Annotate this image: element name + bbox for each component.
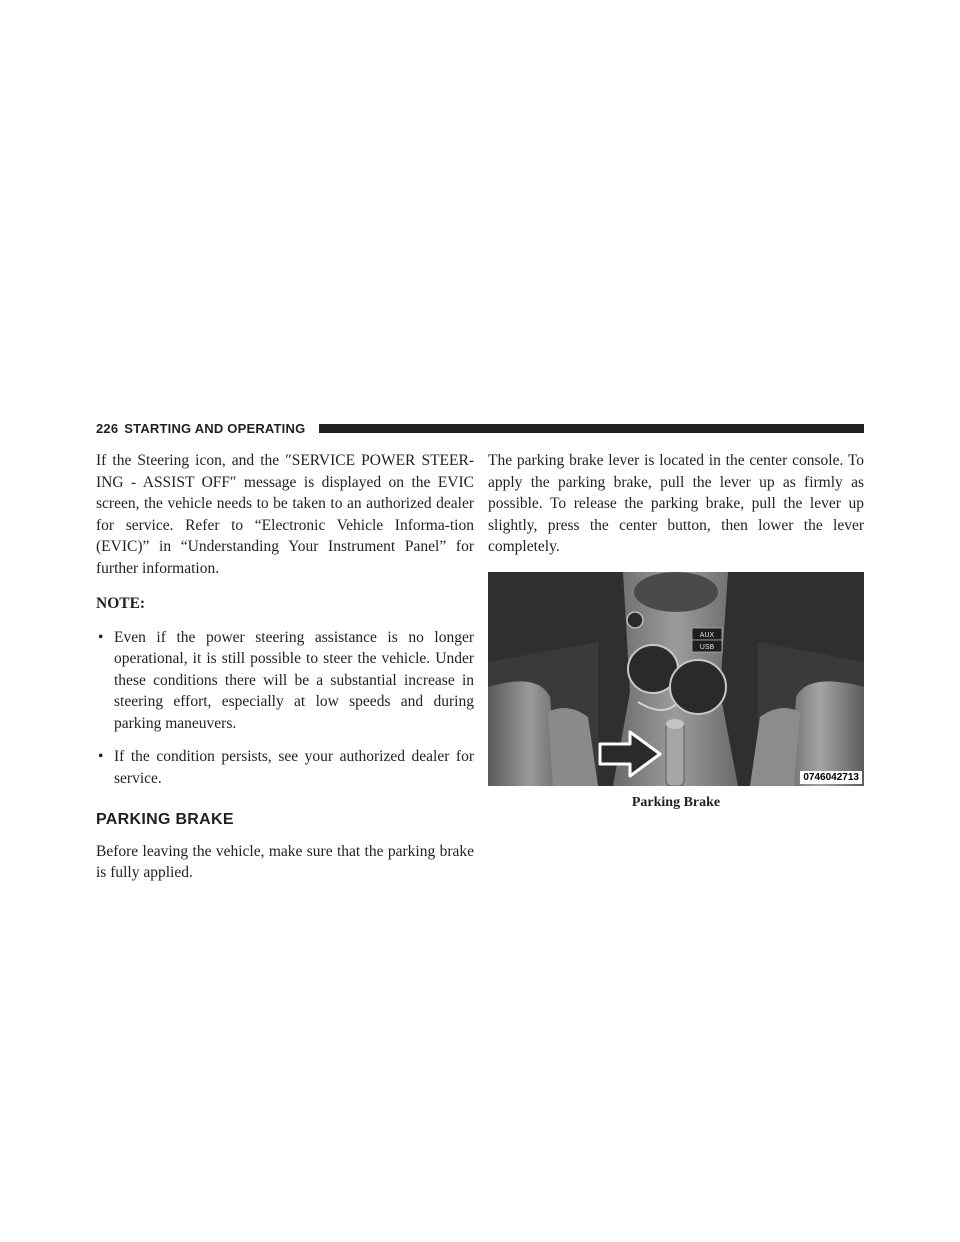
bullet-text: Even if the power steering assistance is no longer operational, it is still possible to steer the vehicle. Under these conditions there will be a substantial increase in steering effort, especially at low speeds and during parking maneuvers. — [114, 628, 474, 732]
bullet-glyph: • — [98, 628, 104, 646]
page-number: 226 — [96, 420, 119, 436]
figure-caption: Parking Brake — [631, 794, 721, 810]
figure-id: 0746042713 — [800, 771, 862, 784]
left-column — [96, 450, 474, 898]
note-bullet-list — [96, 627, 474, 790]
note-bullet-item — [96, 627, 474, 735]
header-rule — [319, 424, 864, 433]
right-column — [488, 450, 864, 813]
section-title: STARTING AND OPERATING — [124, 420, 306, 436]
usb-label: USB — [699, 643, 715, 651]
note-bullet-item — [96, 746, 474, 789]
console-illustration — [488, 572, 864, 786]
aux-label: AUX — [699, 631, 715, 639]
bullet-text: If the condition persists, see your authorized dealer for service. — [114, 748, 474, 787]
parking-brake-figure — [488, 572, 864, 786]
section-heading: PARKING BRAKE — [96, 811, 234, 828]
right-paragraph: The parking brake lever is located in the center console. To apply the parking brake, pull the lever up as firmly as possible. To release the parking brake, pull the lever up slightly, press the center button, then lower the lever completely. — [488, 452, 864, 555]
header-text — [96, 421, 319, 436]
note-label: NOTE: — [96, 595, 146, 612]
intro-paragraph: If the Steering icon, and the ″SERVICE POWER STEER-ING - ASSIST OFF″ message is displayed on the EVIC screen, the vehicle needs to be taken to an authorized dealer for service. Refer to “Electronic Vehicle Informa-tion (EVIC)” in “Understanding Your Instrument Panel” for further information. — [96, 452, 474, 577]
section-paragraph: Before leaving the vehicle, make sure that the parking brake is fully applied. — [96, 842, 474, 881]
page-header — [96, 420, 864, 436]
bullet-glyph: • — [98, 748, 104, 765]
